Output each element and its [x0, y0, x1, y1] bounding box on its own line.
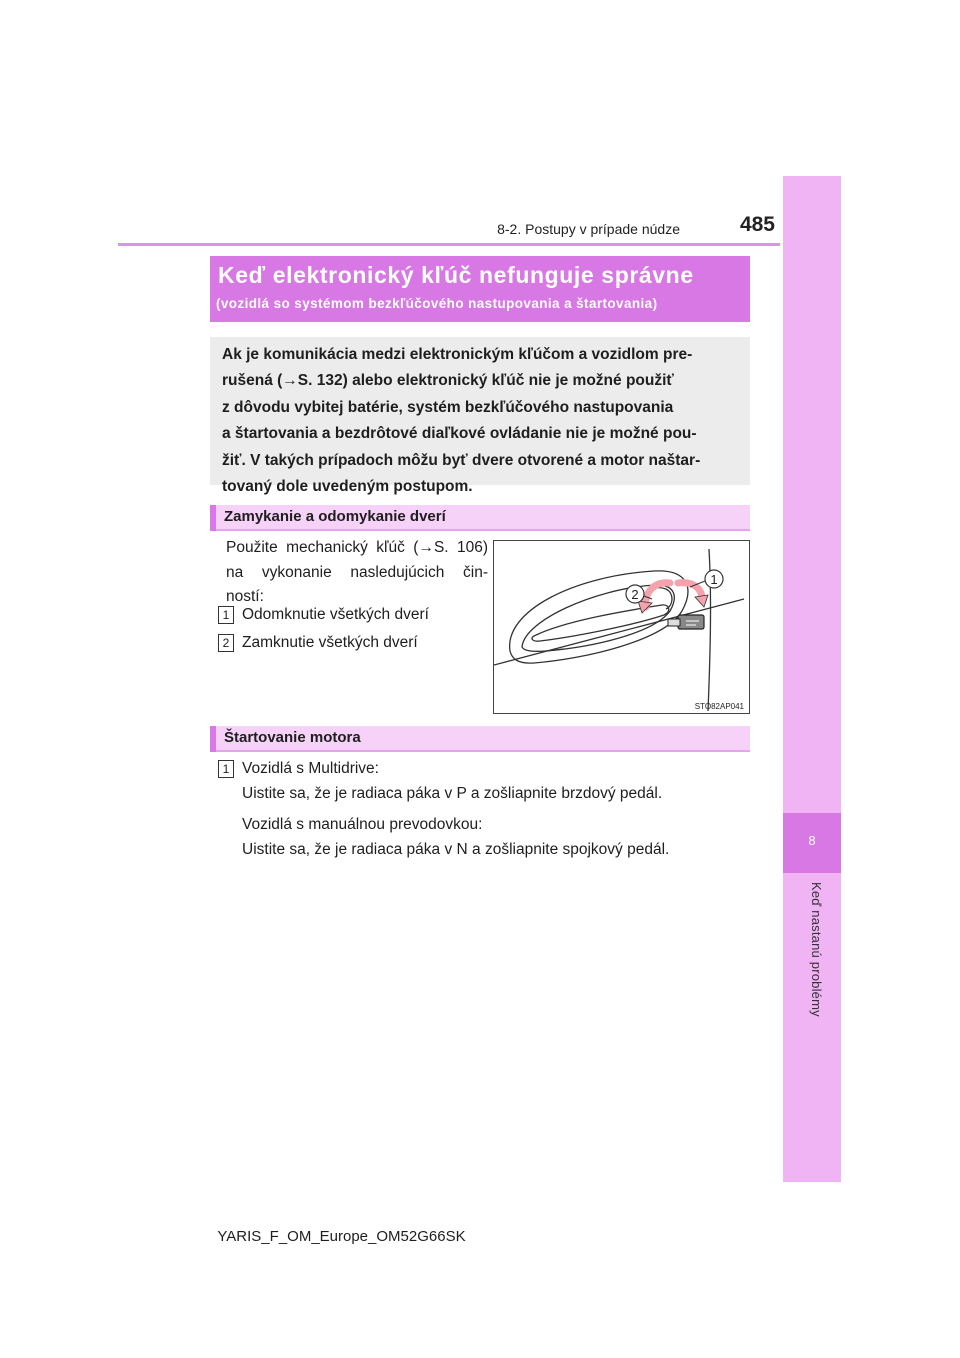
list-item: Odomknutie všetkých dverí — [242, 606, 429, 623]
step-text — [242, 757, 669, 862]
step-line: Vozidlá s manuálnou prevodovkou: — [242, 816, 483, 833]
intro-line: rušená (→S. 132) alebo elektronický kľúč nie je možné použiť — [222, 372, 674, 390]
door-handle-illustration — [493, 540, 750, 714]
page-title: Keď elektronický kľúč nefunguje správne — [218, 262, 694, 288]
intro-line: a štartovania a bezdrôtové diaľkové ovládanie nie je možné pou- — [222, 425, 697, 443]
page-subtitle: (vozidlá so systémom bezkľúčového nastupovania a štartovania) — [216, 296, 658, 311]
section-accent — [210, 505, 216, 531]
section-heading-label: Zamykanie a odomykanie dverí — [224, 508, 446, 525]
intro-line: žiť. V takých prípadoch môžu byť dvere otvorené a motor naštar- — [222, 451, 701, 469]
page-number: 485 — [739, 213, 775, 236]
item-number-box: 2 — [218, 634, 234, 652]
section-heading-label: Štartovanie motora — [224, 729, 361, 746]
door-handle-drawing — [494, 541, 749, 713]
paragraph-line: na vykonanie nasledujúcich čin- — [226, 563, 488, 581]
locking-paragraph — [226, 536, 488, 610]
chapter-number: 8 — [808, 833, 816, 848]
section-heading-locking — [210, 505, 750, 531]
step-number-box: 1 — [218, 760, 234, 778]
document-footer: YARIS_F_OM_Europe_OM52G66SK — [217, 1228, 466, 1245]
paragraph-line: ností: — [226, 588, 264, 605]
intro-text — [222, 342, 742, 500]
section-heading-engine-start — [210, 726, 750, 752]
list-item: Zamknutie všetkých dverí — [242, 634, 418, 651]
section-reference: 8-2. Postupy v prípade núdze — [497, 221, 680, 237]
section-accent — [210, 726, 216, 752]
step-line: Vozidlá s Multidrive: — [242, 760, 379, 777]
step-line: Uistite sa, že je radiaca páka v N a zošliapnite spojkový pedál. — [242, 840, 670, 858]
item-number-box: 1 — [218, 606, 234, 624]
step-line: Uistite sa, že je radiaca páka v P a zošliapnite brzdový pedál. — [242, 784, 663, 802]
intro-line: z dôvodu vybitej batérie, systém bezkľúčového nastupovania — [222, 398, 674, 416]
callout-1-label: 1 — [710, 572, 718, 587]
figure-code: STO82AP041 — [694, 702, 744, 711]
intro-line: Ak je komunikácia medzi elektronickým kľúčom a vozidlom pre- — [222, 346, 693, 363]
intro-line: tovaný dole uvedeným postupom. — [222, 478, 473, 496]
chapter-title: Keď nastanú problémy — [809, 882, 824, 1017]
header-divider — [118, 243, 780, 246]
callout-2-label: 2 — [631, 587, 639, 602]
paragraph-line: Použite mechanický kľúč (→S. 106) — [226, 539, 488, 556]
